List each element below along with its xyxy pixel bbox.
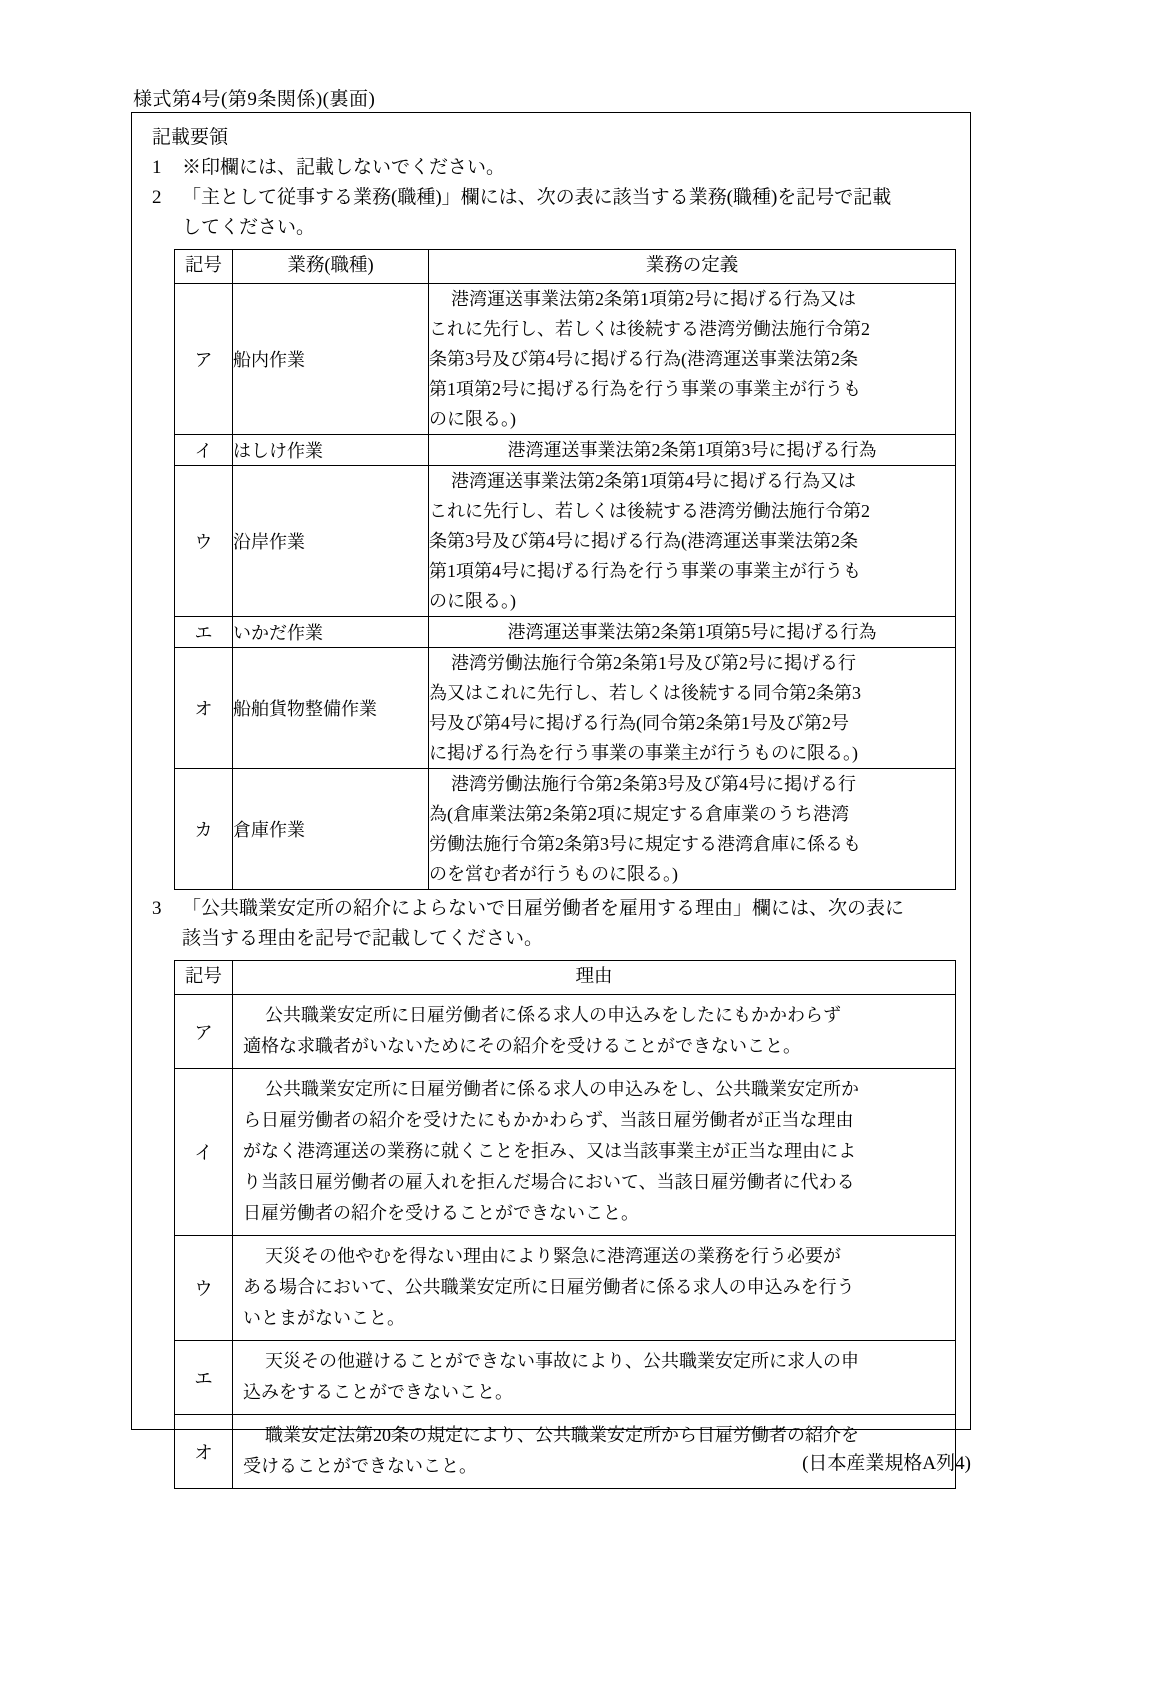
definition-line: 港湾運送事業法第2条第1項第2号に掲げる行為又は bbox=[451, 289, 856, 309]
cell-symbol: イ bbox=[175, 435, 233, 466]
note-text: 「公共職業安定所の紹介によらないで日雇労働者を雇用する理由」欄には、次の表に bbox=[182, 898, 905, 919]
table-row bbox=[175, 284, 956, 435]
definition-line: 条第3号及び第4号に掲げる行為(港湾運送事業法第2条 bbox=[429, 531, 858, 551]
table-row bbox=[175, 1236, 956, 1341]
cell-symbol: カ bbox=[175, 769, 233, 890]
definition-line: 第1項第2号に掲げる行為を行う事業の事業主が行うも bbox=[429, 379, 861, 399]
note-continuation: 該当する理由を記号で記載してください。 bbox=[182, 928, 544, 949]
reason-line: 込みをすることができないこと。 bbox=[243, 1382, 513, 1402]
table-header-row bbox=[175, 250, 956, 284]
definition-line: に掲げる行為を行う事業の事業主が行うものに限る。) bbox=[429, 743, 858, 763]
table-row bbox=[175, 466, 956, 617]
cell-reason bbox=[233, 1341, 956, 1415]
cell-definition bbox=[429, 435, 956, 466]
cell-symbol: オ bbox=[175, 648, 233, 769]
job-type-table bbox=[174, 249, 956, 890]
header-job: 業務(職種) bbox=[233, 250, 429, 284]
cell-symbol: ア bbox=[175, 284, 233, 435]
cell-symbol: オ bbox=[175, 1415, 233, 1489]
reason-table bbox=[174, 960, 956, 1489]
cell-job: はしけ作業 bbox=[233, 435, 429, 466]
reason-line: 天災その他やむを得ない理由により緊急に港湾運送の業務を行う必要が bbox=[265, 1246, 841, 1266]
cell-definition bbox=[429, 466, 956, 617]
section-heading: 記載要領 bbox=[152, 127, 229, 148]
table-row bbox=[175, 769, 956, 890]
cell-symbol: ア bbox=[175, 995, 233, 1069]
cell-symbol: ウ bbox=[175, 1236, 233, 1341]
definition-line: 港湾運送事業法第2条第1項第5号に掲げる行為 bbox=[507, 622, 877, 642]
header-symbol: 記号 bbox=[175, 250, 233, 284]
table-row bbox=[175, 617, 956, 648]
note-item-3 bbox=[152, 894, 958, 924]
cell-reason bbox=[233, 1236, 956, 1341]
header-symbol: 記号 bbox=[175, 961, 233, 995]
definition-line: 労働法施行令第2条第3号に規定する港湾倉庫に係るも bbox=[429, 834, 861, 854]
table-row bbox=[175, 1069, 956, 1236]
definition-line: のを営む者が行うものに限る。) bbox=[429, 864, 678, 884]
note-number: 2 bbox=[152, 187, 162, 208]
cell-symbol: エ bbox=[175, 1341, 233, 1415]
definition-line: 条第3号及び第4号に掲げる行為(港湾運送事業法第2条 bbox=[429, 349, 858, 369]
reason-line: り当該日雇労働者の雇入れを拒んだ場合において、当該日雇労働者に代わる bbox=[243, 1172, 855, 1192]
table-row bbox=[175, 435, 956, 466]
definition-line: 為(倉庫業法第2条第2項に規定する倉庫業のうち港湾 bbox=[429, 804, 849, 824]
cell-definition bbox=[429, 284, 956, 435]
cell-job: 沿岸作業 bbox=[233, 466, 429, 617]
reason-line: ら日雇労働者の紹介を受けたにもかかわらず、当該日雇労働者が正当な理由 bbox=[243, 1110, 854, 1130]
cell-reason bbox=[233, 995, 956, 1069]
table-row bbox=[175, 648, 956, 769]
cell-job: 倉庫作業 bbox=[233, 769, 429, 890]
definition-line: 第1項第4号に掲げる行為を行う事業の事業主が行うも bbox=[429, 561, 861, 581]
reason-line: 適格な求職者がいないためにその紹介を受けることができないこと。 bbox=[243, 1036, 801, 1056]
note-text: 「主として従事する業務(職種)」欄には、次の表に該当する業務(職種)を記号で記載 bbox=[182, 187, 892, 208]
reason-line: 公共職業安定所に日雇労働者に係る求人の申込みをしたにもかかわらず bbox=[265, 1005, 841, 1025]
note-text: ※印欄には、記載しないでください。 bbox=[182, 157, 506, 178]
cell-reason bbox=[233, 1069, 956, 1236]
cell-definition bbox=[429, 648, 956, 769]
cell-symbol: ウ bbox=[175, 466, 233, 617]
definition-line: のに限る。) bbox=[429, 591, 516, 611]
cell-job: いかだ作業 bbox=[233, 617, 429, 648]
note-number: 3 bbox=[152, 898, 162, 919]
table-header-row bbox=[175, 961, 956, 995]
reason-line: 職業安定法第20条の規定により、公共職業安定所から日雇労働者の紹介を bbox=[265, 1425, 859, 1445]
form-number: 様式第4号(第9条関係)(裏面) bbox=[133, 89, 376, 110]
header-reason: 理由 bbox=[233, 961, 956, 995]
definition-line: 港湾労働法施行令第2条第3号及び第4号に掲げる行 bbox=[451, 774, 856, 794]
reason-line: 天災その他避けることができない事故により、公共職業安定所に求人の申 bbox=[265, 1351, 859, 1371]
definition-line: 為又はこれに先行し、若しくは後続する同令第2条第3 bbox=[429, 683, 861, 703]
reason-line: 日雇労働者の紹介を受けることができないこと。 bbox=[243, 1203, 639, 1223]
header-definition: 業務の定義 bbox=[429, 250, 956, 284]
cell-definition bbox=[429, 769, 956, 890]
cell-job: 船内作業 bbox=[233, 284, 429, 435]
cell-definition bbox=[429, 617, 956, 648]
reason-line: 公共職業安定所に日雇労働者に係る求人の申込みをし、公共職業安定所か bbox=[265, 1079, 859, 1099]
reason-line: ある場合において、公共職業安定所に日雇労働者に係る求人の申込みを行う bbox=[243, 1277, 855, 1297]
note-number: 1 bbox=[152, 157, 162, 178]
definition-line: 港湾運送事業法第2条第1項第3号に掲げる行為 bbox=[507, 440, 877, 460]
note-continuation: してください。 bbox=[182, 217, 316, 238]
table-row bbox=[175, 1341, 956, 1415]
reason-line: がなく港湾運送の業務に就くことを拒み、又は当該事業主が正当な理由によ bbox=[243, 1141, 857, 1161]
definition-line: 港湾運送事業法第2条第1項第4号に掲げる行為又は bbox=[451, 471, 856, 491]
reason-line: いとまがないこと。 bbox=[243, 1308, 405, 1328]
cell-symbol: イ bbox=[175, 1069, 233, 1236]
note-item-2 bbox=[152, 183, 958, 213]
definition-line: これに先行し、若しくは後続する港湾労働法施行令第2 bbox=[429, 319, 870, 339]
table-row bbox=[175, 995, 956, 1069]
definition-line: のに限る。) bbox=[429, 409, 516, 429]
reason-line: 受けることができないこと。 bbox=[243, 1456, 477, 1476]
note-item-1 bbox=[152, 153, 958, 183]
definition-line: これに先行し、若しくは後続する港湾労働法施行令第2 bbox=[429, 501, 870, 521]
cell-symbol: エ bbox=[175, 617, 233, 648]
paper-size-note: (日本産業規格A列4) bbox=[802, 1453, 971, 1474]
definition-line: 号及び第4号に掲げる行為(同令第2条第1号及び第2号 bbox=[429, 713, 849, 733]
definition-line: 港湾労働法施行令第2条第1号及び第2号に掲げる行 bbox=[451, 653, 856, 673]
cell-job: 船舶貨物整備作業 bbox=[233, 648, 429, 769]
content-inner bbox=[146, 123, 958, 1489]
